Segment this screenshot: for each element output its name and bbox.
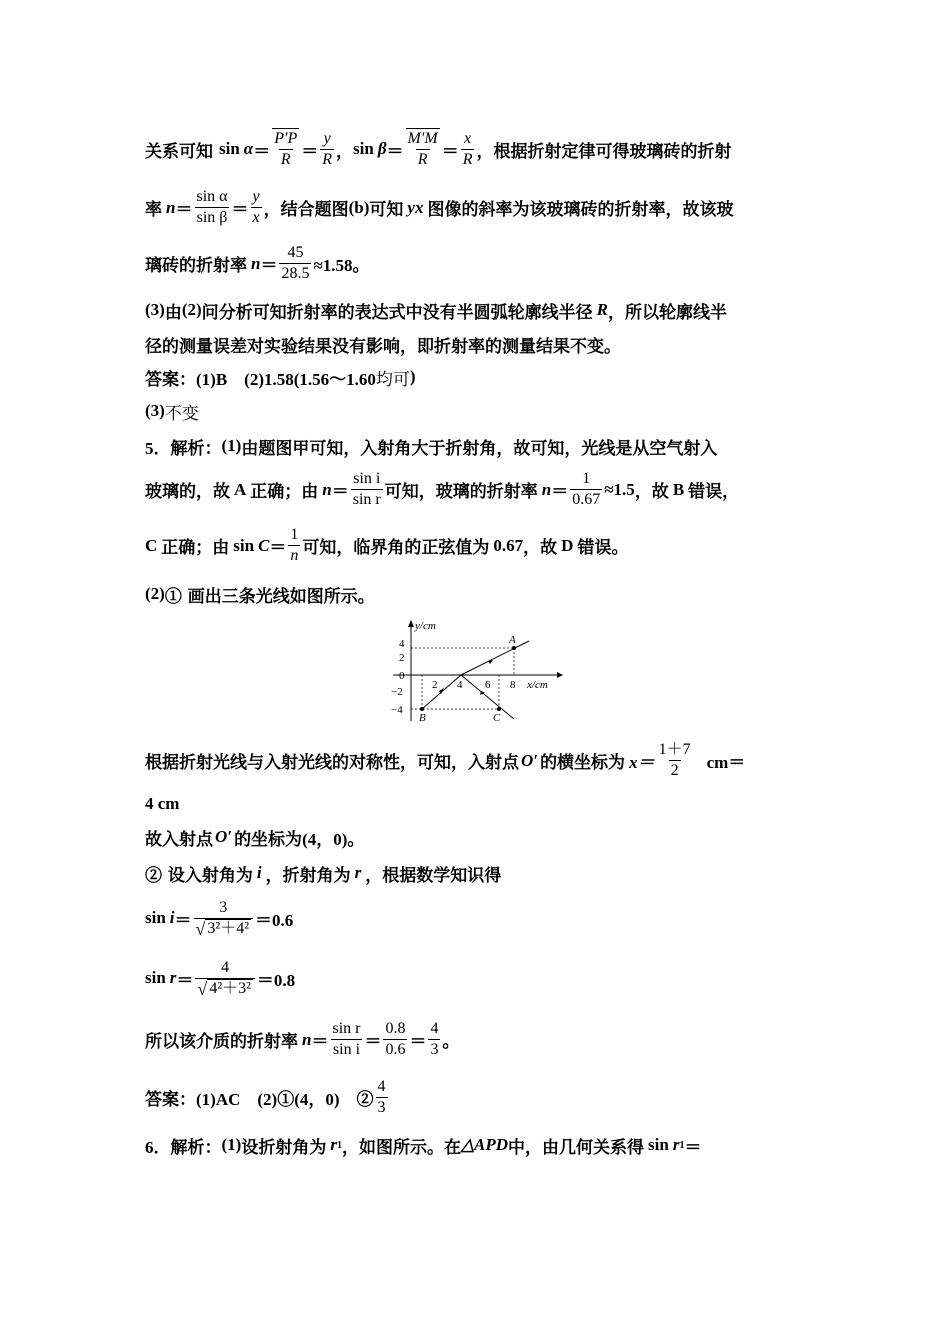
text: sin [353,139,374,158]
text: i [256,863,262,882]
text: (4，0)。 [302,829,365,849]
fraction-3-over-root [194,898,254,938]
y-tick: 0 [399,670,405,682]
text: 错误。 [577,538,629,558]
y-axis-label: y/cm [415,620,436,632]
text: (2) [181,300,202,319]
q5-coordinate-line [145,825,820,849]
y-tick: −4 [391,704,403,716]
text: ＝ [684,1137,702,1158]
text: 可知，玻璃的折射率 [384,482,538,502]
numerator: 1 [290,526,299,543]
fraction-1-over-n [288,525,300,566]
text: ① 画出三条光线如图所示。 [164,586,375,607]
text: (1) [221,1135,242,1154]
q5-line-3 [145,525,820,566]
denominator [195,978,255,998]
text: 由题图甲可知，入射角大于折射角，故可知，光线是从空气射入 [241,438,718,459]
numerator: sin i [353,470,381,487]
point-b-label: B [419,712,426,724]
x-axis-label: x/cm [527,679,548,691]
analysis-label: 解析： [170,1137,222,1158]
numerator: M′M [407,130,438,147]
text: ＝ [174,910,192,931]
radical-icon: √ [197,979,208,999]
numerator: 3 [219,899,228,916]
text: ＝ [260,256,278,276]
denominator: R [417,151,428,168]
fraction-4-over-3-answer [376,1077,388,1118]
text: ＝ [441,141,459,162]
text: 0.67 [493,535,524,555]
x-tick: 8 [510,679,516,691]
text: (3) [145,401,165,420]
text: sin [219,139,240,158]
numerator: x [464,129,472,147]
text: r [672,1135,680,1154]
point-c [497,707,501,711]
text: C [145,535,158,555]
numerator: 4 [221,959,230,976]
denominator [194,918,254,938]
line-3 [145,243,820,284]
text: i [169,908,175,927]
answer-4-part3 [145,399,820,423]
fraction-sin-r-over-sin-i [330,1019,362,1060]
text: ，故 [523,538,558,558]
refracted-ray [461,641,529,675]
text: n [322,479,332,499]
text: ＝0.6 [255,910,294,930]
radicand: 4²＋3² [209,980,251,997]
line-2 [145,187,820,228]
analysis-label: 解析： [170,438,222,459]
text: ，所以轮廓线半 [608,302,727,323]
text: 正确；由 [250,482,319,502]
text: sin [145,908,166,927]
text: 的横坐标为 [540,753,626,773]
line-1 [145,128,820,170]
y-tick: −2 [391,686,403,698]
text: 4 cm [145,794,180,813]
text: O′ [521,750,539,770]
x-tick: 2 [432,679,438,691]
numerator: sin α [196,188,228,205]
q5-sin-r [145,958,820,998]
text: ＝ [253,141,271,162]
text: 璃砖的折射率 [145,256,247,276]
q5-set-line [145,861,820,885]
fraction-sin-i-over-sin-r [351,469,383,510]
text: R [596,300,608,319]
denominator: R [322,150,333,168]
q6-line-1 [145,1133,820,1157]
text: 玻璃的，故 [145,482,230,502]
text: ≈1.58。 [313,256,370,275]
point-c-label: C [493,712,501,724]
text: O′ [215,827,233,846]
text: 。 [442,1032,460,1052]
text: r [330,1135,337,1154]
denominator: 3 [430,1041,439,1058]
x-tick: 4 [457,679,463,691]
line-5 [145,332,820,356]
denominator: 2 [670,762,679,779]
denominator: R [462,150,473,168]
numerator: 1＋7 [658,741,691,758]
text: (1)AC (2)①(4，0) ② [196,1090,374,1109]
text: 关系可知 [145,141,213,162]
point-a-label: A [509,634,516,646]
text: 不变 [164,403,199,424]
text: β [377,139,387,158]
text: ＝ [269,538,287,558]
text: (2) [145,584,165,603]
text: 故入射点 [145,829,213,850]
text: A [234,479,247,499]
point-b [420,707,424,711]
x-tick: 6 [485,679,491,691]
text: ② 设入射角为 [145,865,253,886]
question-number: 5． [145,438,171,458]
text: ＝ [331,482,349,502]
fraction-4-over-root [195,958,255,998]
text: (1)B (2)1.58(1.56～1.60 [196,369,376,389]
text: ＝ [175,200,193,220]
denominator: 0.67 [572,491,601,508]
q5-line-1 [145,434,820,458]
fraction-0-8-over-0-6 [383,1019,407,1060]
text: (1) [221,436,242,455]
numerator: 4 [377,1078,386,1095]
denominator: sin i [332,1041,361,1058]
text: 由 [164,302,182,323]
radicand: 3²＋4² [207,920,250,937]
fraction-45-over-28-5 [279,243,311,284]
question-number: 6． [145,1137,171,1157]
radical-icon: √ [195,919,206,939]
numerator: 0.8 [385,1020,406,1037]
fraction-mm-over-r [406,128,440,170]
text: ＝ [176,970,194,991]
fraction-4-over-3 [428,1019,440,1060]
numerator: sin r [332,1020,361,1037]
line-4 [145,298,820,322]
denominator: R [280,151,291,168]
q5-index-line [145,1019,820,1060]
text: 径的测量误差对实验结果没有影响，即折射率的测量结果不变。 [145,336,621,357]
text: ，故 [634,482,669,502]
text: 可知 [369,200,404,220]
text: ＝ [551,482,569,502]
text: ，结合题图 [263,200,349,220]
q5-4cm [145,792,820,816]
fraction-1-over-0-67 [570,469,602,510]
answer-4 [145,365,820,389]
text: 图像的斜率为该玻璃砖的折射率，故该玻 [427,200,734,220]
text: D [561,535,574,555]
text: n [302,1029,312,1049]
text: ， [336,141,354,162]
text: r [169,968,177,987]
light-ray-figure [385,615,565,725]
fraction-sin-alpha-over-sin-beta [194,187,229,228]
text: ＝ [386,141,404,162]
denominator: sin β [196,209,228,226]
text: ，折射角为 [265,865,351,886]
numerator: y [252,188,260,205]
text: ＝ [364,1032,382,1052]
fraction-1-plus-7-over-2 [657,740,693,781]
text: sin [233,535,255,555]
subscript: 1 [679,1139,685,1151]
fraction-x-over-r [461,129,475,170]
text: n [166,197,176,217]
text: ＝ [301,141,319,162]
numerator: 4 [430,1020,439,1037]
text: n [251,253,261,273]
text: 率 [145,200,162,220]
text: (3) [145,300,165,319]
x-axis-arrow [557,672,563,678]
numerator: y [323,129,331,147]
y-axis-arrow [408,620,414,627]
text: ＝ [231,200,249,220]
denominator: 28.5 [281,265,310,282]
text: r [354,863,362,882]
fraction-pp-over-r [272,128,299,170]
q5-symmetry-line [145,740,820,781]
subscript: 1 [336,1139,342,1151]
text: 中，由几何关系得 [508,1137,645,1158]
q5-line-2 [145,469,820,510]
q5-part2 [145,582,820,606]
fraction-y-over-r [320,129,334,170]
text: 错误， [688,482,740,502]
text: 可知，临界角的正弦值为 [302,538,490,558]
numerator: 45 [287,244,304,261]
numerator: 1 [582,470,591,487]
y-tick: 2 [399,652,405,664]
text: △APD [460,1135,509,1154]
text: 所以该介质的折射率 [145,1032,298,1052]
answer-label: 答案： [145,1090,196,1110]
numerator: P′P [274,130,298,147]
text: sin [145,968,166,987]
text: ＝ [311,1032,329,1052]
text: 根据折射光线与入射光线的对称性，可知，入射点 [145,753,519,773]
answer-label: 答案： [145,369,196,390]
text: ＝0.8 [256,970,296,990]
text: n [541,479,552,499]
text: 问分析可知折射率的表达式中没有半圆弧轮廓线半径 [201,302,593,323]
text: (b) [348,197,370,217]
text: C [258,535,270,555]
text: 正确；由 [161,538,230,558]
point-a [512,646,516,650]
text: 设折射角为 [241,1137,327,1158]
text: yx [407,197,424,217]
denominator: 3 [377,1099,386,1116]
text: cm＝ [706,753,746,772]
text: x＝ [629,753,655,772]
text: ，根据折射定律可得玻璃砖的折射 [476,141,732,162]
text: ) [409,367,416,386]
text: B [672,479,685,499]
answer-5 [145,1077,820,1118]
text: 的坐标为 [234,829,303,850]
text: 均可 [375,369,410,390]
denominator: 0.6 [385,1041,406,1058]
denominator: n [290,547,299,564]
text: α [243,139,254,158]
text: ＝ [409,1032,427,1052]
denominator: sin r [352,491,381,508]
text: ，如图所示。在 [341,1137,461,1158]
denominator: x [252,209,260,226]
fraction-y-over-x [251,187,262,228]
text: sin [648,1135,669,1154]
text: ≈1.5 [604,479,635,499]
text: ，根据数学知识得 [365,865,502,886]
q5-sin-i [145,898,820,938]
y-tick: 4 [399,638,405,650]
